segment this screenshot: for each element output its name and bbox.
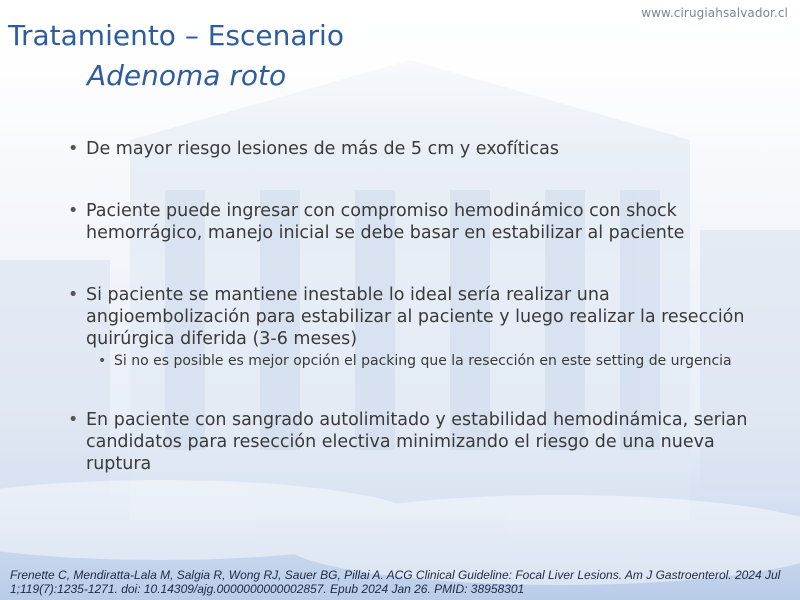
bullet-item <box>68 200 748 244</box>
bullet-item <box>68 409 748 475</box>
slide-title: Tratamiento – Escenario <box>8 19 344 52</box>
bullet-list <box>68 138 748 475</box>
bullet-item <box>68 284 748 350</box>
bullet-text: Si paciente se mantiene inestable lo ideal sería realizar una angioembolización para estabilizar al paciente y luego realizar la resección quirúrgica diferida (3-6 meses) <box>86 285 745 349</box>
website-url: www.cirugiahsalvador.cl <box>641 6 788 20</box>
sub-bullet-dot-icon: • <box>98 353 107 369</box>
reference-citation: Frenette C, Mendiratta-Lala M, Salgia R, Wong RJ, Sauer BG, Pillai A. ACG Clinical Guideline: Focal Liver Lesions. Am J Gastroenterol. 2024 Jul 1;119(7):1235-1271. doi: 10.14309/ajg.0000000000002857. Epub 2024 Jan 26. PMID: 38958301 <box>10 568 781 596</box>
bullet-dot-icon: • <box>68 139 79 159</box>
sub-bullet-item <box>98 352 748 371</box>
bullet-dot-icon: • <box>68 285 79 305</box>
slide-subtitle: Adenoma roto <box>87 59 287 92</box>
bullet-dot-icon: • <box>68 201 79 221</box>
bullet-dot-icon: • <box>68 410 79 430</box>
bullet-item <box>68 138 748 160</box>
sub-bullet-text: Si no es posible es mejor opción el packing que la resección en este setting de urgencia <box>114 353 732 369</box>
bullet-text: En paciente con sangrado autolimitado y estabilidad hemodinámica, serian candidatos para resección electiva minimizando el riesgo de una nueva ruptura <box>86 410 748 474</box>
bullet-text: De mayor riesgo lesiones de más de 5 cm y exofíticas <box>86 139 559 159</box>
bullet-text: Paciente puede ingresar con compromiso hemodinámico con shock hemorrágico, manejo inicial se debe basar en estabilizar al paciente <box>86 201 685 243</box>
